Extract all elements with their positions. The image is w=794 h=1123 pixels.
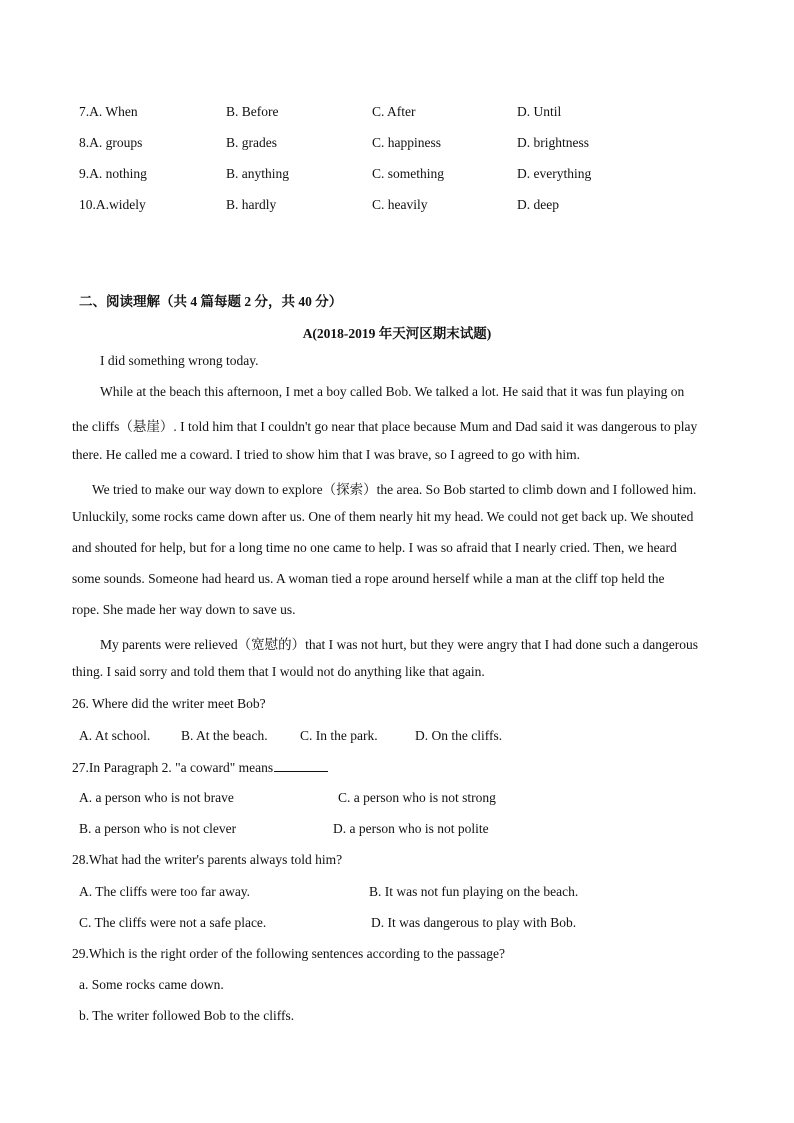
option-d: D. everything [517, 166, 592, 181]
passage-line: the cliffs（悬崖）. I told him that I couldn't go near that place because Mum and Dad said it was dangerous to play [72, 419, 698, 434]
option-row [0, 104, 794, 124]
choice-d: D. On the cliffs. [415, 728, 503, 743]
passage-line: there. He called me a coward. I tried to show him that I was brave, so I agreed to go with him. [72, 447, 580, 462]
question-stem [72, 759, 328, 776]
choice-c: C. The cliffs were not a safe place. [79, 915, 267, 930]
choice-a: A. The cliffs were too far away. [79, 884, 251, 899]
answer-blank [274, 759, 328, 772]
option-c: C. happiness [372, 135, 441, 150]
option-a: 10.A.widely [79, 197, 146, 212]
sequence-item: a. Some rocks came down. [79, 977, 224, 992]
option-row [0, 197, 794, 217]
question-stem: 28.What had the writer's parents always told him? [72, 852, 343, 867]
option-row [0, 135, 794, 155]
option-row [0, 166, 794, 186]
option-c: C. heavily [372, 197, 428, 212]
choice-a: A. a person who is not brave [79, 790, 234, 805]
passage-line: some sounds. Someone had heard us. A woman tied a rope around herself while a man at the cliff top held the [72, 571, 665, 586]
passage-title: A(2018-2019 年天河区期末试题) [302, 326, 492, 341]
choice-a: A. At school. [79, 728, 151, 743]
option-b: B. Before [226, 104, 279, 119]
sequence-item: b. The writer followed Bob to the cliffs. [79, 1008, 295, 1023]
passage-line: I did something wrong today. [100, 353, 259, 368]
option-d: D. deep [517, 197, 559, 212]
option-b: B. grades [226, 135, 277, 150]
passage-line: My parents were relieved（宽慰的）that I was not hurt, but they were angry that I had done such a dangerous [100, 637, 698, 652]
choice-b: B. It was not fun playing on the beach. [369, 884, 579, 899]
choice-b: B. At the beach. [181, 728, 268, 743]
choice-d: D. It was dangerous to play with Bob. [371, 915, 577, 930]
option-c: C. something [372, 166, 445, 181]
choice-b: B. a person who is not clever [79, 821, 237, 836]
choice-c: C. In the park. [300, 728, 378, 743]
passage-line: and shouted for help, but for a long time no one came to help. I was so afraid that I nearly cried. Then, we heard [72, 540, 677, 555]
choice-c: C. a person who is not strong [338, 790, 496, 805]
section-title: 二、阅读理解（共 4 篇每题 2 分，共 40 分） [79, 294, 343, 309]
passage-line: We tried to make our way down to explore（探索）the area. So Bob started to climb down and I followed him. [92, 482, 697, 497]
option-b: B. hardly [226, 197, 277, 212]
passage-line: Unluckily, some rocks came down after us. One of them nearly hit my head. We could not get back up. We shouted [72, 509, 694, 524]
question-stem-text: 27.In Paragraph 2. "a coward" means [72, 760, 274, 775]
option-a: 7.A. When [79, 104, 138, 119]
question-stem: 29.Which is the right order of the following sentences according to the passage? [72, 946, 505, 961]
option-c: C. After [372, 104, 416, 119]
option-a: 9.A. nothing [79, 166, 147, 181]
question-stem: 26. Where did the writer meet Bob? [72, 696, 266, 711]
option-b: B. anything [226, 166, 289, 181]
option-d: D. brightness [517, 135, 589, 150]
passage-line: rope. She made her way down to save us. [72, 602, 296, 617]
passage-line: While at the beach this afternoon, I met a boy called Bob. We talked a lot. He said that it was fun playing on [100, 384, 685, 399]
choice-d: D. a person who is not polite [333, 821, 489, 836]
option-a: 8.A. groups [79, 135, 143, 150]
option-d: D. Until [517, 104, 562, 119]
passage-line: thing. I said sorry and told them that I would not do anything like that again. [72, 664, 485, 679]
